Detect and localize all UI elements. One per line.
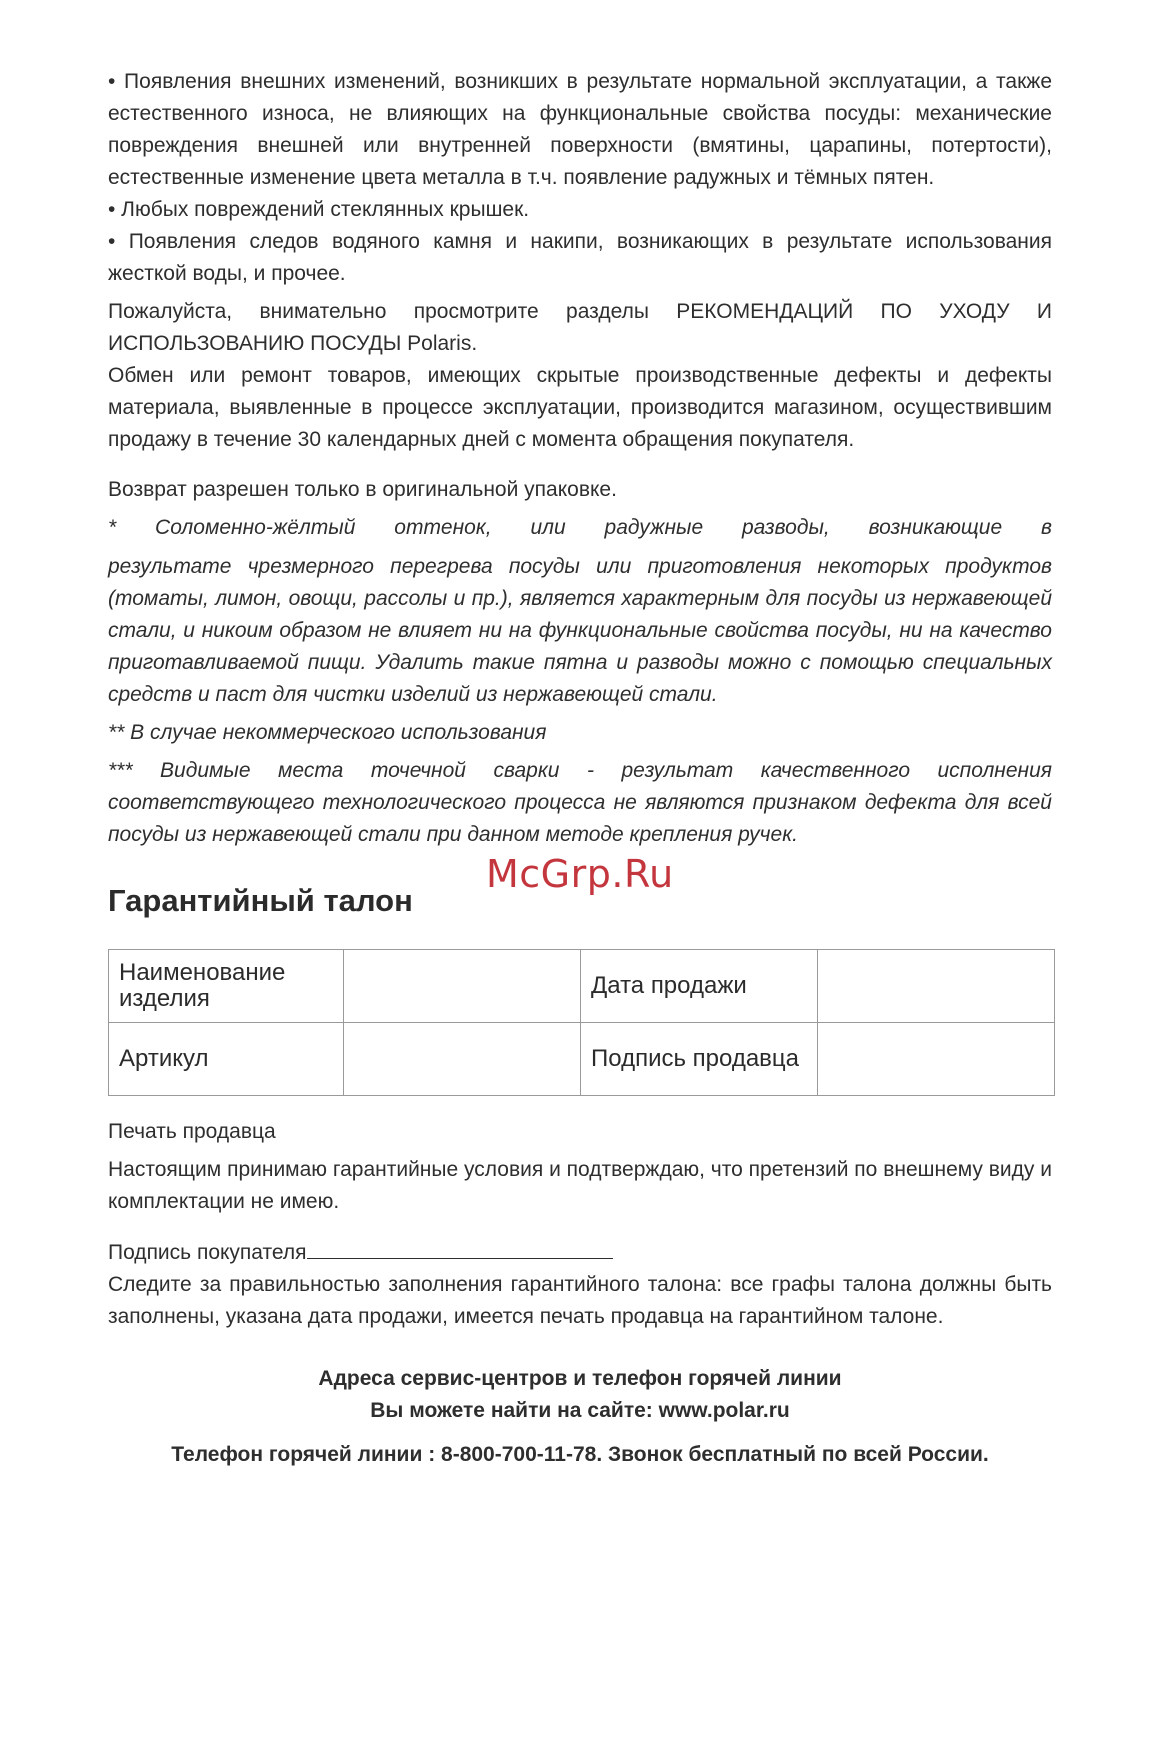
- seller-signature-label: Подпись продавца: [581, 1023, 818, 1096]
- warranty-card-table: [108, 949, 1055, 1096]
- buyer-signature-row: [108, 1236, 1052, 1269]
- warranty-card-title: Гарантийный талон: [108, 883, 413, 918]
- paragraph-limescale-exclusion: • Появления следов водяного камня и накипи, возникающих в результате использования жесткой воды, и прочее.: [108, 230, 1052, 285]
- article-label: Артикул: [109, 1023, 344, 1096]
- service-centers-heading: Адреса сервис-центров и телефон горячей линии: [318, 1367, 842, 1390]
- table-row: [109, 1023, 1055, 1096]
- buyer-acceptance-statement: Настоящим принимаю гарантийные условия и подтверждаю, что претензий по внешнему виду и комплектации не имею.: [108, 1158, 1052, 1213]
- service-info-footer: [108, 1363, 1052, 1471]
- watermark-logo: McGrp.Ru: [486, 852, 674, 896]
- sale-date-field[interactable]: [818, 950, 1055, 1023]
- product-name-label: Наименование изделия: [109, 950, 344, 1023]
- note-non-commercial-use: ** В случае некоммерческого использования: [108, 721, 547, 744]
- paragraph-exchange-repair: Обмен или ремонт товаров, имеющих скрытые производственные дефекты и дефекты материала, выявленные в процессе эксплуатации, производится магазином, осуществившим продажу в течение 30 календарных дней с момента обращения покупателя.: [108, 364, 1052, 451]
- document-page: [108, 66, 1052, 1471]
- paragraph-return-policy: Возврат разрешен только в оригинальной упаковке.: [108, 478, 617, 501]
- fill-correctness-notice: Следите за правильностью заполнения гарантийного талона: все графы талона должны быть заполнены, указана дата продажи, имеется печать продавца на гарантийном талоне.: [108, 1273, 1052, 1328]
- seller-signature-field[interactable]: [818, 1023, 1055, 1096]
- buyer-signature-line: [307, 1236, 613, 1259]
- paragraph-glass-lids-exclusion: • Любых повреждений стеклянных крышек.: [108, 198, 530, 221]
- buyer-signature-label: Подпись покупателя: [108, 1241, 307, 1264]
- note-spot-welding: *** Видимые места точечной сварки - результат качественного исполнения соответствующего технологического процесса не являются признаком дефекта для всей посуды из нержавеющей стали при данном методе крепления ручек.: [108, 759, 1052, 846]
- product-name-field[interactable]: [344, 950, 581, 1023]
- seller-stamp-label: Печать продавца: [108, 1120, 276, 1143]
- hotline-line: Телефон горячей линии : 8-800-700-11-78. Звонок бесплатный по всей России.: [171, 1443, 989, 1466]
- table-row: [109, 950, 1055, 1023]
- sale-date-label: Дата продажи: [581, 950, 818, 1023]
- paragraph-care-recommendations: Пожалуйста, внимательно просмотрите разделы РЕКОМЕНДАЦИЙ ПО УХОДУ И ИСПОЛЬЗОВАНИЮ ПОСУДЫ Polaris.: [108, 300, 1052, 355]
- note-straw-tint-first-line: * Соломенно-жёлтый оттенок, или радужные разводы, возникающие в: [108, 516, 1052, 539]
- article-field[interactable]: [344, 1023, 581, 1096]
- paragraph-wear-exclusion: • Появления внешних изменений, возникших в результате нормальной эксплуатации, а также естественного износа, не влияющих на функциональные свойства посуды: механические повреждения внешней или внутренней поверхности (вмятины, царапины, потертости), естественные изменение цвета металла в т.ч. появление радужных и тёмных пятен.: [108, 70, 1052, 189]
- note-straw-tint-body: результате чрезмерного перегрева посуды или приготовления некоторых продуктов (томаты, лимон, овощи, рассолы и пр.), является характерным для посуды из нержавеющей стали, и никоим образом не влияет ни на функциональные свойства посуды, ни на качество приготавливаемой пищи. Удалить такие пятна и разводы можно с помощью специальных средств и паст для чистки изделий из нержавеющей стали.: [108, 555, 1052, 706]
- website-line: Вы можете найти на сайте: www.polar.ru: [370, 1399, 790, 1422]
